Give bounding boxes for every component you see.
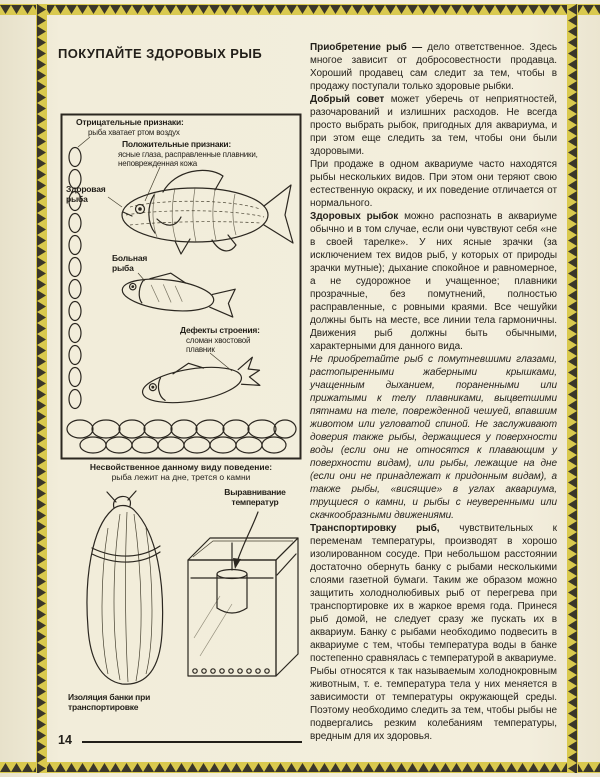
scales-texture bbox=[126, 201, 264, 225]
page-number: 14 bbox=[58, 733, 72, 747]
border-pattern-bottom bbox=[0, 762, 600, 773]
aquarium-drawing bbox=[188, 538, 298, 676]
positive-signs-text: ясные глаза, расправленные плавники, неповрежденная кожа bbox=[118, 150, 258, 168]
defects-text: сломан хвостовой плавник bbox=[186, 336, 251, 354]
paragraph-body: может уберечь от неприятностей, разочарований и излишних расходов. Не всегда просто выбрать рыбок, пригодных для аквариума, и при этом еще следить за тем, чтобы они были здоровыми. bbox=[310, 94, 557, 157]
wrapped-jar-drawing bbox=[87, 491, 163, 684]
paragraph bbox=[310, 210, 557, 353]
fish-figure bbox=[60, 113, 302, 460]
footer-rule bbox=[82, 741, 302, 743]
article-text bbox=[310, 41, 557, 743]
negative-signs-text: рыба хватает ртом воздух bbox=[88, 128, 180, 137]
sick-fish-drawing bbox=[121, 268, 238, 318]
border-pattern-right bbox=[567, 4, 578, 773]
transport-figure bbox=[62, 488, 302, 721]
paragraph-italic bbox=[310, 353, 557, 522]
bottom-fish-drawing bbox=[139, 352, 262, 408]
behavior-caption-title: Несвойственное данному виду поведение: bbox=[89, 462, 273, 472]
paragraph-body: При продаже в одном аквариуме часто находятся рыбы нескольких видов. При этом они теряют свою естественную окраску, и их поведение отличается от нормального. bbox=[310, 159, 557, 209]
defects-title: Дефекты строения: bbox=[180, 325, 260, 335]
paragraph-body: чувствительных к переменам температуры, производят в хорошо изолированном сосуде. При небольшом расстоянии достаточно обернуть банку с рыбами несколькими слоями газетной бумаги. Таким же образом можно защитить холоднолюбивых рыб от перегрева при транспортировке их в жаркое время года. Принеся рыб домой, не следует сразу же пускать их в аквариум. Банку с рыбами необходимо подвесить в аквариуме с тем, чтобы температура воды в банке постепенно сравнялась с температурой в аквариуме. bbox=[310, 523, 558, 664]
paragraph-body: дело ответственное. Здесь многое зависит от добросовестности продавца. Хороший продавец сам следит за тем, чтобы в продажу поступали только здоровые рыбки. bbox=[310, 42, 557, 92]
paragraph bbox=[310, 158, 557, 210]
stones-drawing bbox=[67, 420, 296, 453]
positive-signs-title: Положительные признаки: bbox=[122, 139, 232, 149]
paragraph bbox=[310, 665, 557, 743]
border-pattern-top bbox=[0, 4, 600, 15]
paragraph bbox=[310, 522, 557, 665]
glass-highlight bbox=[194, 596, 232, 656]
paragraph-body: можно распознать в аквариуме обычно и в том случае, если они чувствуют себя «не в своей тарелке». У них ясные зрачки (за исключением тех видов рыб, у которых от природы зрачки мутные); дыхание спокойное и равномерное, а не судорожное и учащенное; плавники прозрачные, без помутнений, полностью расправленные, с ровными краями. Все чешуйки должны быть на месте, все линии тела гармоничны. Движения рыб должны быть обычными, характерными для данного вида. bbox=[310, 211, 557, 352]
paragraph-lead: Добрый совет bbox=[310, 94, 385, 105]
gravel-drawing bbox=[193, 669, 269, 673]
behavior-caption-text: рыба лежит на дне, трется о камни bbox=[111, 472, 251, 482]
paragraph-lead: Приобретение рыб — bbox=[310, 42, 423, 53]
page-footer bbox=[58, 733, 302, 747]
isolation-label: Изоляция банки при транспортировке bbox=[68, 692, 151, 712]
figure-caption bbox=[60, 462, 302, 482]
paragraph bbox=[310, 41, 557, 93]
healthy-fish-label: Здоровая рыба bbox=[66, 184, 106, 204]
transport-drawing-svg bbox=[62, 488, 302, 693]
healthy-fish-drawing bbox=[122, 170, 293, 254]
paragraph bbox=[310, 93, 557, 158]
sick-fish-label: Больная рыба bbox=[112, 253, 148, 273]
temperature-label: Выравнивание температур bbox=[224, 487, 286, 507]
paragraph-body: Не приобретайте рыб с помутневшими глазами, растопыренными жаберными крышками, учащенным дыханием, пораненными или прижатыми к телу плавниками, выцветшими пятнами на теле, поврежденной чешуей, впавшим животом или угловатой спиной. Не заслуживают доверия также рыбы, держащиеся у поверхности воды (если они не относятся к плавающим у поверхности видам), или рыбы, лежащие на дне (если они не принадлежат к придонным видам), а также рыбы, «висящие» в углах аквариума, трущиеся о камни, и рыбы с неуверенными или скачкообразными движениями. bbox=[310, 354, 557, 521]
paragraph-lead: Транспортировку рыб, bbox=[310, 523, 440, 534]
paragraph-body: Рыбы относятся к так называемым холоднокровным животным, т. е. температура тела у них меняется в зависимости от температуры окружающей среды. Поэтому необходимо следить за тем, чтобы рыбы не подвергались резким колебаниям температуры, вредным для их здоровья. bbox=[310, 666, 557, 742]
negative-signs-title: Отрицательные признаки: bbox=[76, 117, 184, 127]
border-pattern-left bbox=[36, 4, 47, 773]
paragraph-lead: Здоровых рыбок bbox=[310, 211, 399, 222]
page-title: ПОКУПАЙТЕ ЗДОРОВЫХ РЫБ bbox=[58, 46, 263, 61]
